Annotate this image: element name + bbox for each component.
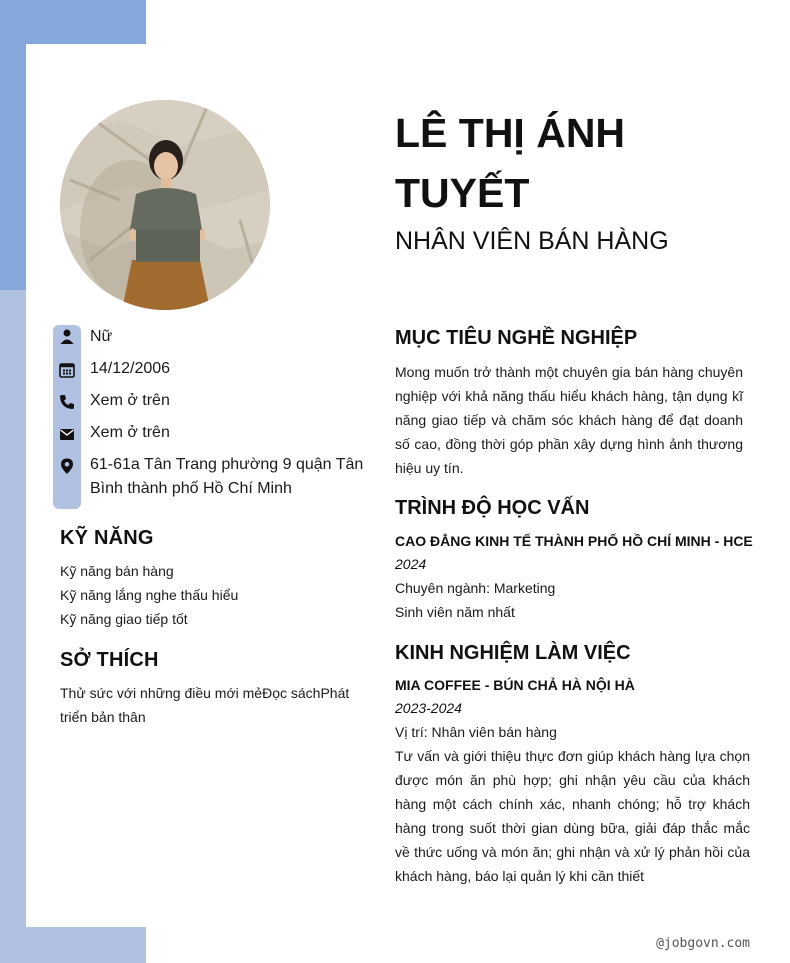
- education-year: 2024: [395, 556, 427, 572]
- experience-period: 2023-2024: [395, 700, 462, 716]
- skill-item: Kỹ năng giao tiếp tốt: [60, 611, 188, 627]
- experience-position: Vị trí: Nhân viên bán hàng: [395, 724, 557, 740]
- objective-text: Mong muốn trở thành một chuyên gia bán hàng chuyên nghiệp với khả năng thấu hiểu khách hàng, tận dụng kĩ năng giao tiếp và chăm sóc khách hàng để đạt doanh số cao, đồng thời góp phần xây dựng hình ảnh thương hiệu uy tín.: [395, 364, 743, 476]
- skill-item: Kỹ năng bán hàng: [60, 563, 174, 579]
- location-pin-icon: [58, 457, 76, 475]
- skills-heading: KỸ NĂNG: [60, 527, 154, 549]
- watermark: @jobgovn.com: [656, 936, 750, 951]
- education-heading: TRÌNH ĐỘ HỌC VẤN: [395, 497, 590, 519]
- email-value: Xem ở trên: [90, 424, 170, 441]
- email-icon: [58, 425, 76, 443]
- profile-photo: [60, 100, 270, 310]
- hobbies-heading: SỞ THÍCH: [60, 649, 159, 671]
- education-status: Sinh viên năm nhất: [395, 604, 515, 620]
- person-icon: [58, 328, 76, 346]
- company-name: MIA COFFEE - BÚN CHẢ HÀ NỘI HÀ: [395, 677, 635, 693]
- birthday-value: 14/12/2006: [90, 360, 171, 377]
- candidate-name: LÊ THỊ ÁNH TUYẾT: [395, 110, 626, 216]
- calendar-icon: [58, 361, 76, 379]
- phone-value: Xem ở trên: [90, 392, 170, 409]
- decor-strip-left: [0, 290, 26, 963]
- candidate-role: NHÂN VIÊN BÁN HÀNG: [395, 227, 669, 255]
- experience-description: Tư vấn và giới thiệu thực đơn giúp khách hàng lựa chọn được món ăn phù hợp; ghi nhận yêu cầu của khách hàng một cách chính xác, nhanh chóng; hỗ trợ khách hàng trong suốt thời gian dùng bữa, giải đáp thắc mắc về thức uống và món ăn; ghi nhận và xử lý phản hồi của khách hàng, báo lại quản lý khi cần thiết: [395, 748, 750, 884]
- objective-heading: MỤC TIÊU NGHỀ NGHIỆP: [395, 327, 638, 349]
- phone-icon: [58, 393, 76, 411]
- hobbies-text: Thử sức với những điều mới mẻĐọc sáchPhát triển bản thân: [60, 685, 350, 725]
- experience-heading: KINH NGHIỆM LÀM VIỆC: [395, 642, 631, 664]
- address-value: 61-61a Tân Trang phường 9 quận Tân Bình thành phố Hồ Chí Minh: [90, 456, 364, 497]
- school-name: CAO ĐẲNG KINH TẾ THÀNH PHỐ HỒ CHÍ MINH - HCE: [395, 533, 753, 549]
- skill-item: Kỹ năng lắng nghe thấu hiểu: [60, 587, 239, 603]
- contact-icon-rail: [53, 325, 81, 509]
- gender-value: Nữ: [90, 328, 113, 345]
- education-major: Chuyên ngành: Marketing: [395, 580, 556, 596]
- decor-block-bottom: [0, 927, 146, 963]
